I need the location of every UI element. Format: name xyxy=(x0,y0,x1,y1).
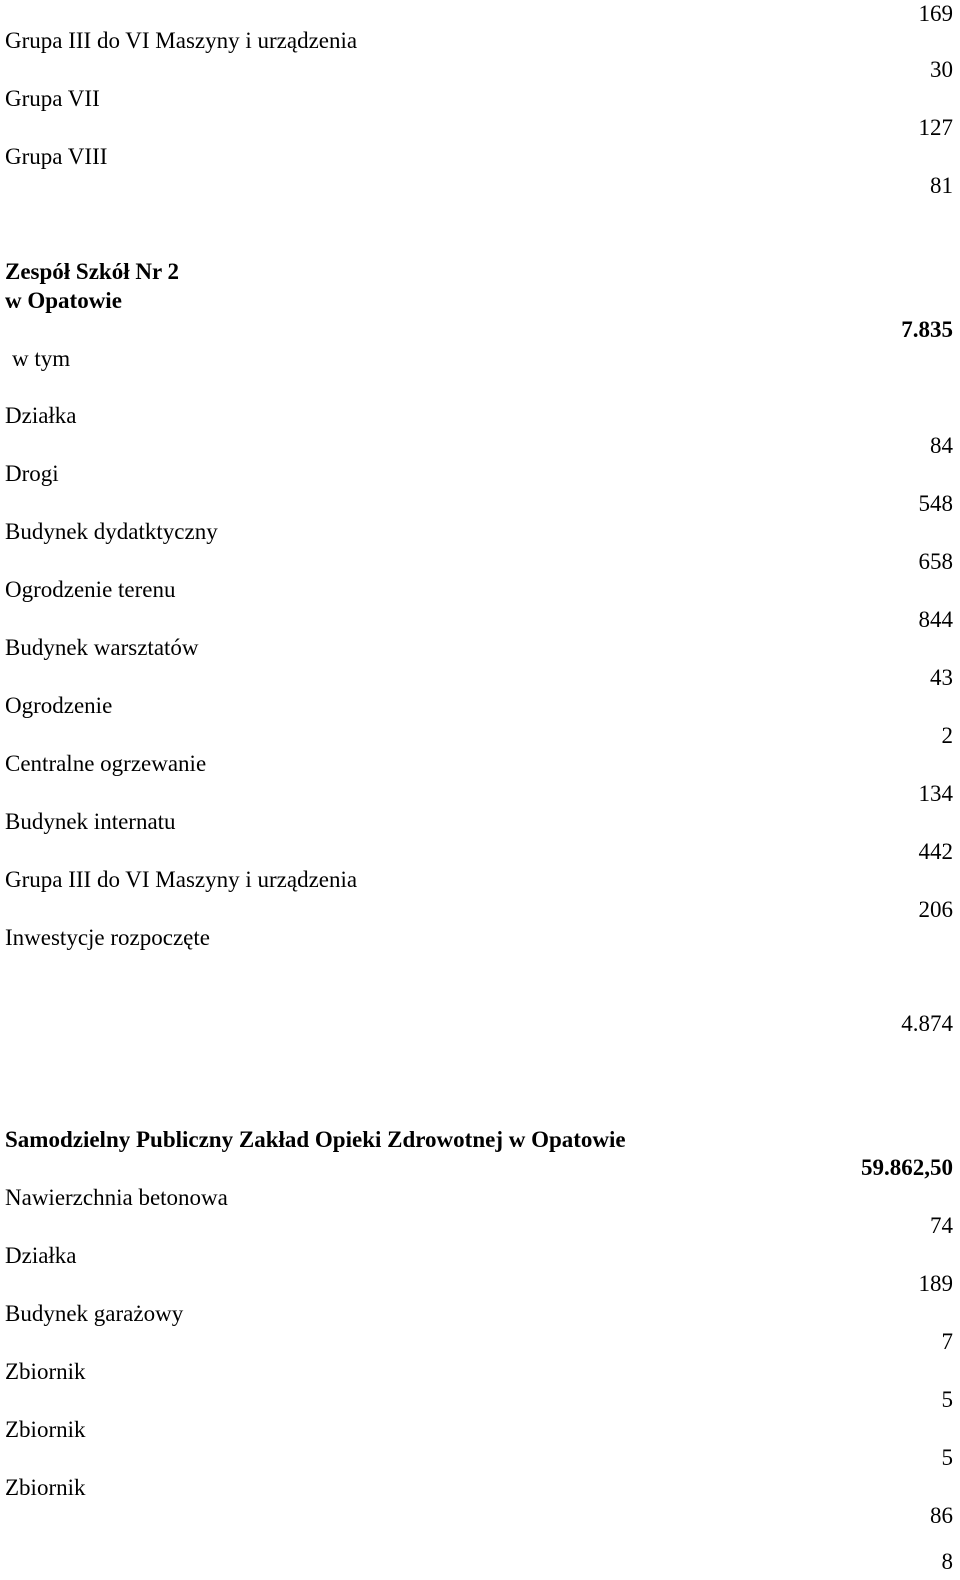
row-label: Budynek garażowy xyxy=(5,1301,184,1326)
row-label: Ogrodzenie xyxy=(5,693,113,718)
row-label: Działka xyxy=(5,1243,77,1268)
section-total: 59.862,50 xyxy=(861,1155,953,1180)
section-subheading: w tym xyxy=(12,346,71,371)
row-label: Ogrodzenie terenu xyxy=(5,577,176,602)
section-heading-line2: w Opatowie xyxy=(5,288,122,313)
row-value: 658 xyxy=(918,549,953,574)
row-value: 86 xyxy=(930,1503,953,1528)
row-value: 206 xyxy=(918,897,953,922)
row-label: Nawierzchnia betonowa xyxy=(5,1185,228,1210)
section-heading: Samodzielny Publiczny Zakład Opieki Zdrowotnej w Opatowie xyxy=(5,1127,626,1152)
row-label: Zbiornik xyxy=(5,1359,86,1384)
row-value: 74 xyxy=(930,1213,953,1238)
row-value: 30 xyxy=(930,57,953,82)
row-value: 8 xyxy=(941,1549,953,1574)
row-value: 189 xyxy=(918,1271,953,1296)
row-label: Zbiornik xyxy=(5,1475,86,1500)
row-label: Drogi xyxy=(5,461,59,486)
row-value: 169 xyxy=(918,1,953,26)
row-label: Centralne ogrzewanie xyxy=(5,751,207,776)
row-value: 43 xyxy=(930,665,953,690)
row-label: Budynek dydatktyczny xyxy=(5,519,218,544)
row-value: 81 xyxy=(930,173,953,198)
row-label: Działka xyxy=(5,403,77,428)
row-label: Grupa VIII xyxy=(5,144,108,169)
row-label: Grupa III do VI Maszyny i urządzenia xyxy=(5,28,358,53)
row-value: 548 xyxy=(918,491,953,516)
row-label: Grupa III do VI Maszyny i urządzenia xyxy=(5,867,358,892)
row-value: 5 xyxy=(941,1445,953,1470)
row-label: Budynek internatu xyxy=(5,809,176,834)
row-label: Inwestycje rozpoczęte xyxy=(5,925,210,950)
section-total: 7.835 xyxy=(901,317,953,342)
row-label: Zbiornik xyxy=(5,1417,86,1442)
row-value: 84 xyxy=(930,433,953,458)
row-value: 5 xyxy=(941,1387,953,1412)
row-value: 2 xyxy=(941,723,953,748)
investments-value: 4.874 xyxy=(901,1011,953,1036)
row-value: 844 xyxy=(918,607,953,632)
row-value: 127 xyxy=(918,115,953,140)
section-heading: Zespół Szkół Nr 2 xyxy=(5,259,180,284)
row-value: 442 xyxy=(918,839,953,864)
row-label: Grupa VII xyxy=(5,86,100,111)
row-value: 134 xyxy=(918,781,953,806)
row-label: Budynek warsztatów xyxy=(5,635,199,660)
row-value: 7 xyxy=(941,1329,953,1354)
